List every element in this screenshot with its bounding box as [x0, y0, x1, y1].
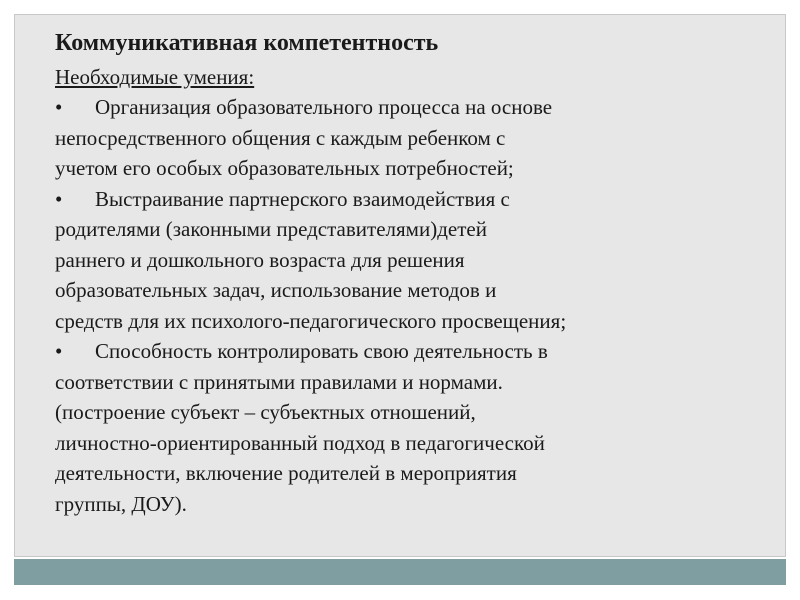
bullet-text-line: родителями (законными представителями)детей	[55, 217, 487, 241]
bullet-icon: •	[55, 186, 63, 211]
bottom-accent-bar	[14, 559, 786, 585]
bullet-icon: •	[55, 339, 63, 363]
bullet-list	[55, 92, 780, 519]
bullet-text-line: деятельности, включение родителей в мероприятия	[55, 461, 517, 485]
bullet-text-line: образовательных задач, использование методов и	[55, 278, 497, 302]
slide-subtitle: Необходимые умения:	[55, 65, 255, 89]
bullet-text-line: Способность контролировать свою деятельность в	[95, 339, 548, 363]
bullet-text-line: средств для их психолого-педагогического просвещения;	[55, 308, 567, 333]
bullet-text-line: личностно-ориентированный подход в педагогической	[55, 430, 545, 455]
bullet-text-line: Выстраивание партнерского взаимодействия с	[95, 186, 510, 211]
bullet-text-line: Организация образовательного процесса на основе	[95, 95, 553, 119]
bullet-item	[55, 184, 780, 337]
slide-title: Коммуникативная компетентность	[55, 30, 439, 56]
bullet-text-line: соответствии с принятыми правилами и нормами.	[55, 369, 503, 394]
bullet-text-line: учетом его особых образовательных потребностей;	[55, 156, 514, 180]
bullet-text-line: непосредственного общения с каждым ребенком с	[55, 125, 506, 150]
slide-content	[55, 24, 780, 519]
bullet-item	[55, 92, 780, 184]
bullet-text-line: раннего и дошкольного возраста для решения	[55, 247, 465, 272]
bullet-item	[55, 336, 780, 519]
bullet-icon: •	[55, 95, 63, 119]
bullet-text-line: (построение субъект – субъектных отношений,	[55, 400, 476, 424]
bullet-text-line: группы, ДОУ).	[55, 491, 187, 516]
